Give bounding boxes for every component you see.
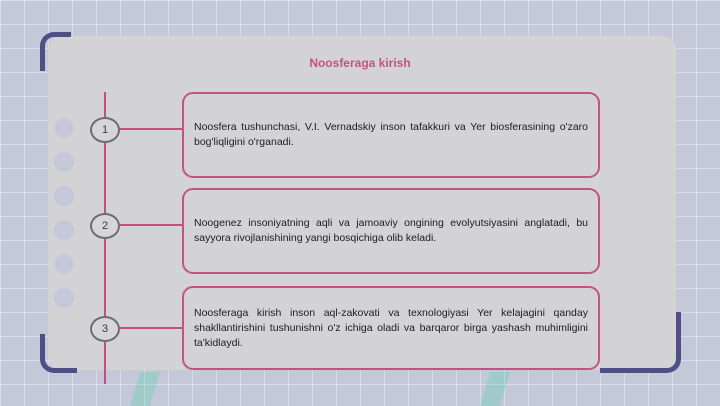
- timeline-connector: [120, 128, 182, 130]
- sof-logo-icon: [120, 372, 170, 406]
- timeline-node: [90, 213, 120, 239]
- timeline-item-box: [182, 92, 600, 178]
- hole: [54, 186, 74, 206]
- hole: [54, 254, 74, 274]
- item-text: Noosferaga kirish inson aql-zakovati va texnologiyasi Yer kelajagini qanday shakllantirishini tushunishni o'z ichiga oladi va barqaror birga yashash muhimligini ta'kidlaydi.: [194, 306, 588, 349]
- corner-bracket-bottom-left: [40, 334, 77, 373]
- hole: [54, 152, 74, 172]
- node-number: 2: [101, 220, 109, 232]
- node-number: 1: [101, 124, 109, 136]
- timeline-item-box: [182, 286, 600, 370]
- node-number: 3: [101, 323, 109, 335]
- timeline-connector: [120, 327, 182, 329]
- timeline-node: [90, 117, 120, 143]
- timeline-item-box: [182, 188, 600, 274]
- sof-logo-icon: [470, 372, 520, 406]
- timeline-connector: [120, 224, 182, 226]
- item-text: Noosfera tushunchasi, V.I. Vernadskiy inson tafakkuri va Yer biosferasining o'zaro bog'liqligini o'rganadi.: [194, 121, 588, 148]
- corner-bracket-bottom-right: [600, 312, 681, 373]
- timeline-node: [90, 316, 120, 342]
- slide-title: Noosferaga kirish: [309, 56, 411, 70]
- hole: [54, 118, 74, 138]
- hole: [54, 220, 74, 240]
- item-text: Noogenez insoniyatning aqli va jamoaviy ongining evolyutsiyasini anglatadi, bu sayyora rivojlanishining yangi bosqichiga olib keladi.: [194, 217, 588, 244]
- hole: [54, 288, 74, 308]
